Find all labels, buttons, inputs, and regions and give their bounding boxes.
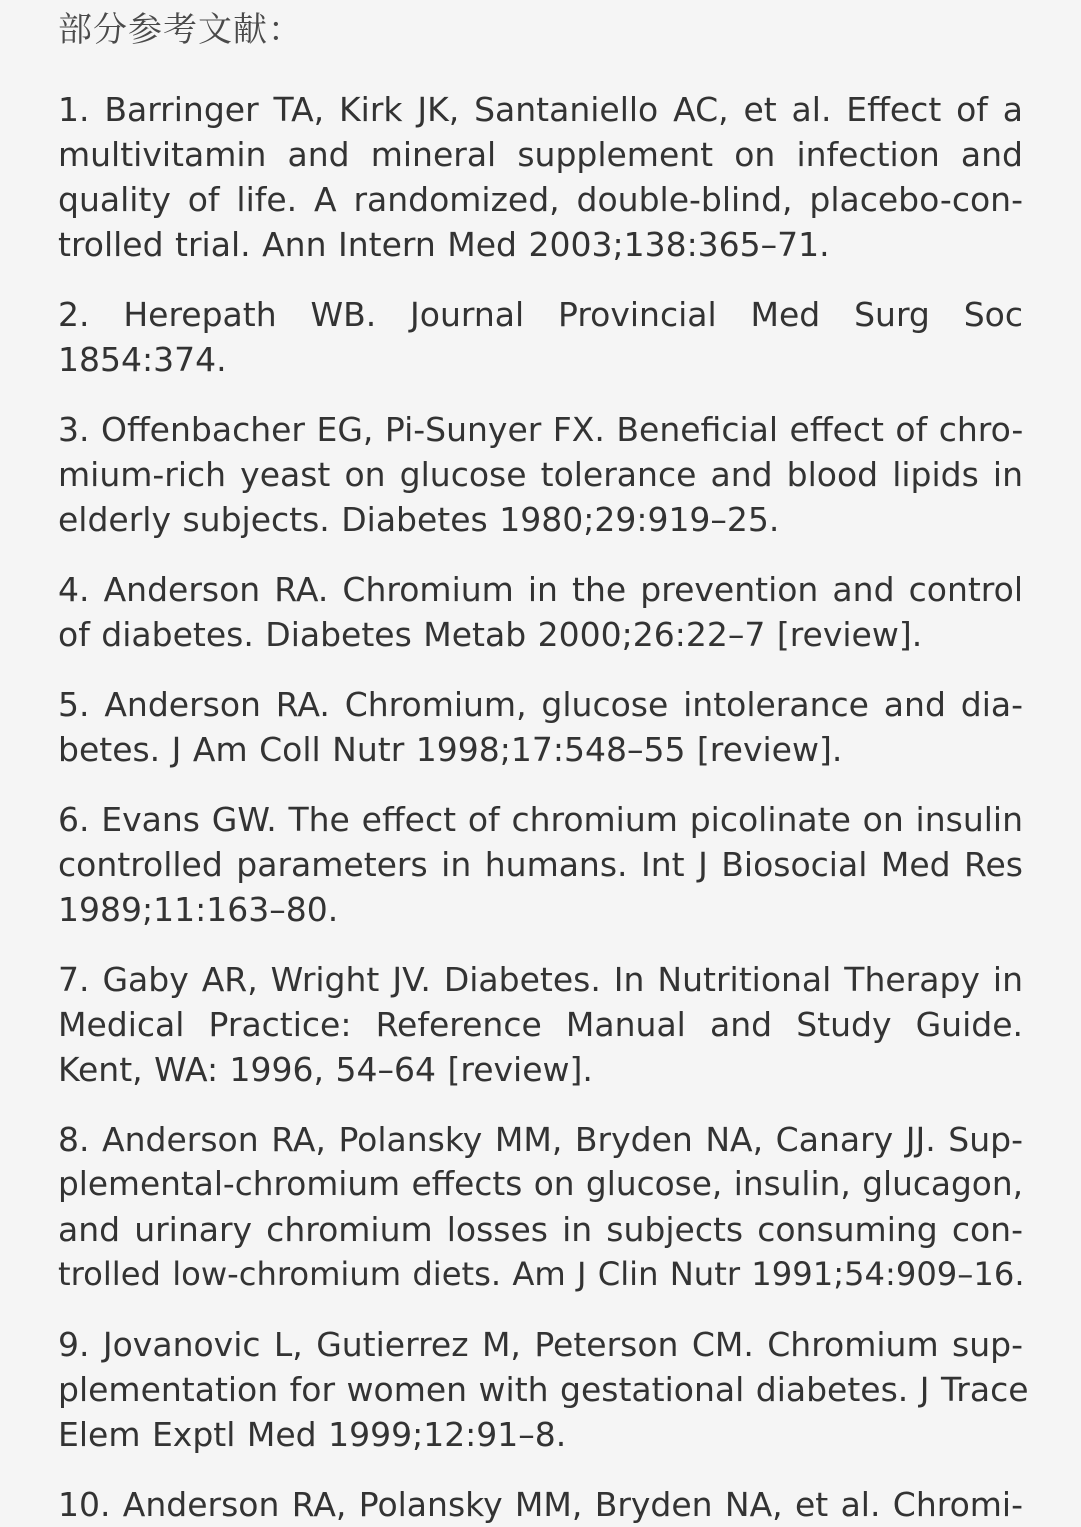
reference-line: 8. Anderson RA, Polansky MM, Bryden NA, Canary JJ. Sup- bbox=[58, 1120, 1023, 1159]
reference-line: 4. Anderson RA. Chromium in the prevention and control bbox=[58, 570, 1023, 609]
reference-item-6 bbox=[58, 797, 1023, 932]
reference-line: 10. Anderson RA, Polansky MM, Bryden NA, et al. Chromi- bbox=[58, 1485, 1023, 1524]
reference-line: Elem Exptl Med 1999;12:91–8. bbox=[58, 1415, 567, 1454]
reference-line: trolled trial. Ann Intern Med 2003;138:365–71. bbox=[58, 225, 830, 264]
reference-line: 6. Evans GW. The effect of chromium picolinate on insulin bbox=[58, 800, 1023, 839]
reference-line: 7. Gaby AR, Wright JV. Diabetes. In Nutritional Therapy in bbox=[58, 960, 1023, 999]
reference-item-8 bbox=[58, 1117, 1023, 1297]
reference-item-5 bbox=[58, 682, 1023, 772]
reference-item-2 bbox=[58, 292, 1023, 382]
reference-line: 1. Barringer TA, Kirk JK, Santaniello AC, et al. Effect of a bbox=[58, 90, 1023, 129]
reference-line: plemental-chromium effects on glucose, insulin, glucagon, bbox=[58, 1165, 1024, 1203]
reference-line: betes. J Am Coll Nutr 1998;17:548–55 [review]. bbox=[58, 730, 843, 769]
reference-line: controlled parameters in humans. Int J Biosocial Med Res bbox=[58, 845, 1023, 884]
reference-item-7 bbox=[58, 957, 1023, 1092]
reference-item-9 bbox=[58, 1322, 1029, 1457]
reference-line: quality of life. A randomized, double-blind, placebo-con- bbox=[58, 180, 1023, 219]
reference-line: mium-rich yeast on glucose tolerance and blood lipids in bbox=[58, 455, 1023, 494]
reference-line: 1989;11:163–80. bbox=[58, 890, 339, 929]
reference-line: 2. Herepath WB. Journal Provincial Med Surg Soc bbox=[58, 295, 1023, 334]
reference-line: 1854:374. bbox=[58, 340, 227, 379]
section-heading: 部分参考文献： bbox=[58, 10, 303, 50]
reference-item-4 bbox=[58, 567, 1023, 657]
reference-item-1 bbox=[58, 87, 1023, 267]
reference-line: plementation for women with gestational diabetes. J Trace bbox=[58, 1370, 1029, 1409]
reference-line: elderly subjects. Diabetes 1980;29:919–25. bbox=[58, 500, 780, 539]
reference-line: trolled low-chromium diets. Am J Clin Nutr 1991;54:909–16. bbox=[58, 1255, 1025, 1293]
reference-line: 3. Offenbacher EG, Pi-Sunyer FX. Beneficial effect of chro- bbox=[58, 410, 1024, 449]
reference-item-10 bbox=[58, 1482, 1023, 1527]
reference-line: 9. Jovanovic L, Gutierrez M, Peterson CM. Chromium sup- bbox=[58, 1325, 1023, 1364]
reference-line: multivitamin and mineral supplement on infection and bbox=[58, 135, 1023, 174]
reference-line: and urinary chromium losses in subjects consuming con- bbox=[58, 1210, 1023, 1249]
reference-line: Kent, WA: 1996, 54–64 [review]. bbox=[58, 1050, 593, 1089]
reference-line: Medical Practice: Reference Manual and Study Guide. bbox=[58, 1005, 1023, 1044]
reference-line: 5. Anderson RA. Chromium, glucose intolerance and dia- bbox=[58, 685, 1023, 724]
reference-line: of diabetes. Diabetes Metab 2000;26:22–7 [review]. bbox=[58, 615, 923, 654]
reference-item-3 bbox=[58, 407, 1023, 542]
